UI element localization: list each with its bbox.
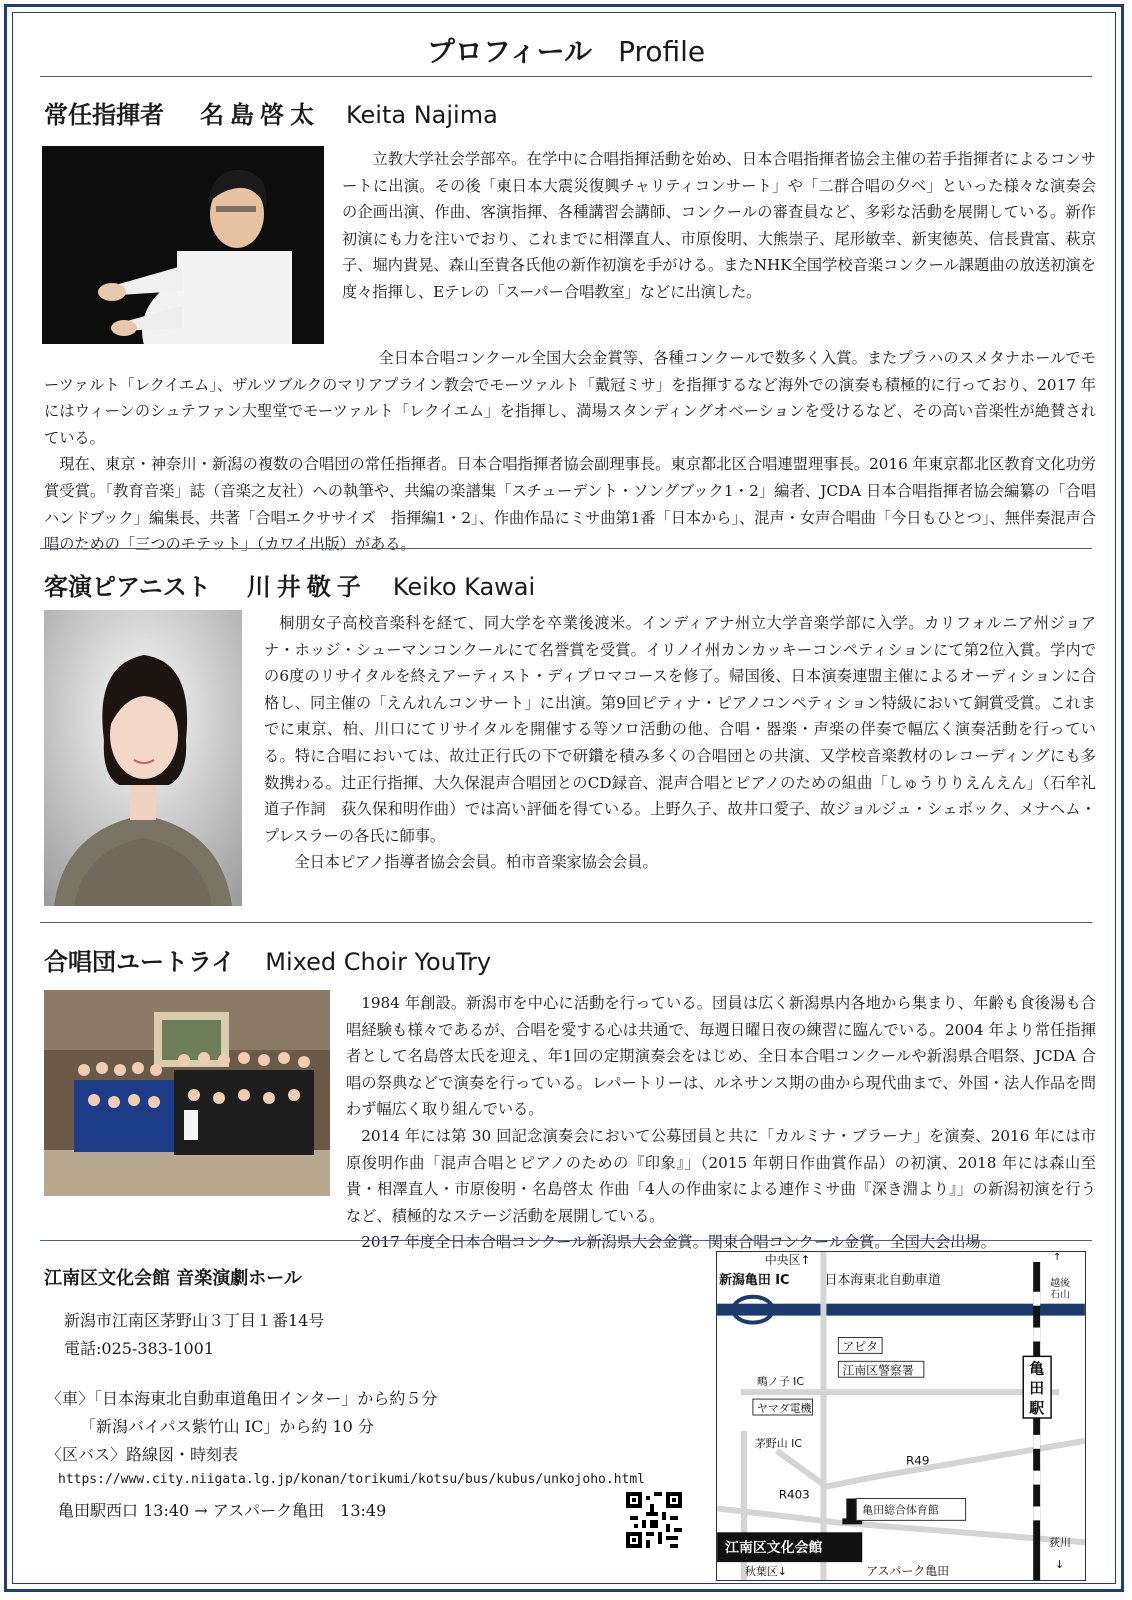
choir-heading [44, 942, 491, 977]
map-label-kameda-1: 亀 [1029, 1359, 1045, 1378]
choir-name-en: Mixed Choir YouTry [265, 948, 492, 976]
access-car-1: 〈車〉「日本海東北自動車道亀田インター」から約５分 [46, 1389, 438, 1408]
map-label-chuo: 中央区↑ [764, 1252, 811, 1267]
access-car-2: 「新潟バイパス紫竹山 IC」から約 10 分 [80, 1417, 374, 1436]
choir-rule [40, 1240, 1092, 1241]
choir-name-jp: 合唱団ユートライ [44, 947, 236, 976]
map-label-ic: 新潟亀田 IC [719, 1272, 790, 1288]
bus-url-link[interactable]: https://www.city.niigata.lg.jp/konan/torikumi/kotsu/bus/kubus/unkojoho.html [58, 1472, 645, 1487]
map-label-arrow-down: ↓ [1055, 1558, 1065, 1572]
venue-address: 新潟市江南区茅野山３丁目１番14号 [64, 1311, 325, 1330]
map-label-gym: 亀田総合体育館 [862, 1503, 939, 1517]
venue-name: 江南区文化会館 音楽演劇ホール [44, 1268, 302, 1289]
map-label-echigo: 越後 [1050, 1277, 1070, 1289]
map-label-kayanoyama: 茅野山 IC [754, 1436, 802, 1450]
page-title-jp: プロフィール [426, 35, 593, 68]
map-label-arrow-up: ↑ [1053, 1252, 1062, 1263]
pianist-name-en: Keiko Kawai [392, 573, 536, 601]
conductor-role: 常任指揮者 [44, 100, 164, 129]
pianist-role: 客演ピアニスト [44, 572, 211, 601]
page-title [0, 30, 1132, 70]
map-label-expressway: 日本海東北自動車道 [824, 1272, 941, 1288]
choir-photo [44, 990, 330, 1196]
map-railway [1033, 1262, 1040, 1580]
map-label-akiha: 秋葉区↓ [744, 1565, 787, 1579]
map-label-shiginoko: 鴫ノ子 IC [756, 1375, 804, 1389]
venue-phone: 電話:025-383-1001 [64, 1339, 215, 1358]
conductor-bio-1: 立教大学社会学部卒。在学中に合唱指揮活動を始め、日本合唱指揮者協会主催の若手指揮者によるコンサートに出演。その後「東日本大震災復興チャリティコンサート」や「二群合唱の夕べ」といった様々な演奏会の企画出演、作曲、客演指揮、各種講習会講師、コンクールの審査員など、多彩な活動を展開している。新作初演にも力を注いでおり、これまでに相澤直人、市原俊明、大熊崇子、尾形敏幸、新実徳英、信長貴富、萩京子、堀内貴晃、森山至貴各氏他の新作初演を手がける。またNHK全国学校音楽コンクール課題曲の放送初演を度々指揮し、Eテレの「スーパー合唱教室」などに出演した。 [342, 150, 1096, 301]
map-label-apita: アピタ [842, 1339, 879, 1354]
choir-bio-1: 1984 年創設。新潟市を中心に活動を行っている。団員は広く新潟県内各地から集まり、年齢も食後湯も合唱経験も様々であるが、合唱を愛する心は共通で、毎週日曜日夜の練習に臨んでいる。2004 年より常任指揮者として名島啓太氏を迎え、年1回の定期演奏会をはじめ、全日本合唱コンクールや新潟県合唱祭、JCDA 合唱の祭典などで演奏を行っている。レパートリーは、ルネサンス期の曲から現代曲まで、外国・法人作品を問わず幅広く取り組んでいる。 2014 年には第 30 回記念演奏会において公募団員と共に「カルミナ・ブラーナ」を演奏、2016 年には市原俊明作曲「混声合唱とピアノのための『印象』」（2015 年朝日作曲賞作品）の初演、2018 年には森山至貴・相澤直人・市原俊明・名島啓太 作曲「4人の作曲家による連作ミサ曲『深き淵より』」の新潟初演を行うなど、積極的なステージ活動を展開している。 2017 年度全日本合唱コンクール新潟県大会金賞。関東合唱コンクール金賞。全国大会出場。 [346, 994, 1096, 1252]
pianist-bio: 桐朋女子高校音楽科を経て、同大学を卒業後渡米。インディアナ州立大学音楽学部に入学。カリフォルニア州ジョアナ・ホッジ・シューマンコンクールにて名誉賞を受賞。イリノイ州カンカッキーコンペティションにて第2位入賞。学内での6度のリサイタルを終えアーティスト・ディプロマコースを修了。帰国後、日本演奏連盟主催によるオーディションに合格し、同主催の「えんれんコンサート」に出演。第9回ピティナ・ピアノコンペティション特級において銅賞受賞。これまでに東京、柏、川口にてリサイタルを開催する等ソロ活動の他、合唱・器楽・声楽の伴奏で幅広く演奏活動を行っている。特に合唱においては、故辻正行氏の下で研鑽を積み多くの合唱団との共演、又学校音楽教材のレコーディングにも多数携わる。辻正行指揮、大久保混声合唱団とのCD録音、混声合唱とピアノのための組曲「しゅうりりえんえん」（石牟礼道子作詞 荻久保和明作曲）では高い評価を得ている。上野久子、故井口愛子、故ジョルジュ・シェボック、メナヘム・プレスラーの各氏に師事。 全日本ピアノ指導者協会会員。柏市音楽家協会会員。 [264, 614, 1096, 872]
map-label-police: 江南区警察署 [842, 1363, 914, 1378]
map-label-ishiyama: 石山 [1050, 1289, 1070, 1301]
title-rule [40, 76, 1092, 77]
map-label-ogikawa: 荻川 [1049, 1536, 1071, 1550]
conductor-name-jp: 名島啓太 [200, 100, 320, 129]
map-label-r403: R403 [778, 1487, 810, 1502]
map-label-yamada: ヤマダ電機 [756, 1402, 812, 1416]
pianist-rule [40, 922, 1092, 923]
conductor-photo [42, 146, 324, 344]
bus-time: 亀田駅西口 13:40 → アスパーク亀田 13:49 [58, 1501, 387, 1520]
map-label-r49: R49 [905, 1453, 930, 1468]
map-label-kameda-3: 駅 [1029, 1399, 1045, 1418]
pianist-photo [44, 610, 242, 906]
conductor-name-en: Keita Najima [346, 101, 498, 129]
map-label-kameda-2: 田 [1029, 1379, 1045, 1398]
pianist-heading [44, 567, 535, 602]
qr-code[interactable] [626, 1492, 682, 1548]
conductor-bio-2: 全日本合唱コンクール全国大会金賞等、各種コンクールで数多く入賞。またプラハのスメタナホールでモーツァルト「レクイエム」、ザルツブルクのマリアプライン教会でモーツァルト「戴冠ミサ」を指揮するなど海外での演奏も積極的に行っており、2017 年にはウィーンのシュテファン大聖堂でモーツァルト「レクイエム」を指揮し、満場スタンディングオベーションを受けるなど、その高い音楽性が絶賛されている。 現在、東京・神奈川・新潟の複数の合唱団の常任指揮者。日本合唱指揮者協会副理事長。東京都北区合唱連盟理事長。2016 年東京都北区教育文化功労賞受賞。「教育音楽」誌（音楽之友社）への執筆や、共編の楽譜集「スチューデント・ソングブック1・2」編者、JCDA 日本合唱指揮者協会編纂の「合唱ハンドブック」編集長、共著「合唱エクササイズ 指揮編1・2」、作曲作品にミサ曲第1番「日本から」、混声・女声合唱曲「今日もひとつ」、無伴奏混声合唱のための「三つのモテット」（カワイ出版）がある。 [44, 349, 1096, 554]
access-map [716, 1251, 1086, 1581]
map-label-hall: 江南区文化会館 [725, 1540, 823, 1557]
map-label-aspark: アスパーク亀田 [866, 1564, 950, 1579]
conductor-rule [40, 548, 1092, 549]
page-title-en: Profile [618, 35, 706, 68]
pianist-name-jp: 川井敬子 [246, 572, 367, 601]
conductor-heading [44, 95, 498, 130]
access-bus: 〈区バス〉路線図・時刻表 [46, 1445, 239, 1464]
